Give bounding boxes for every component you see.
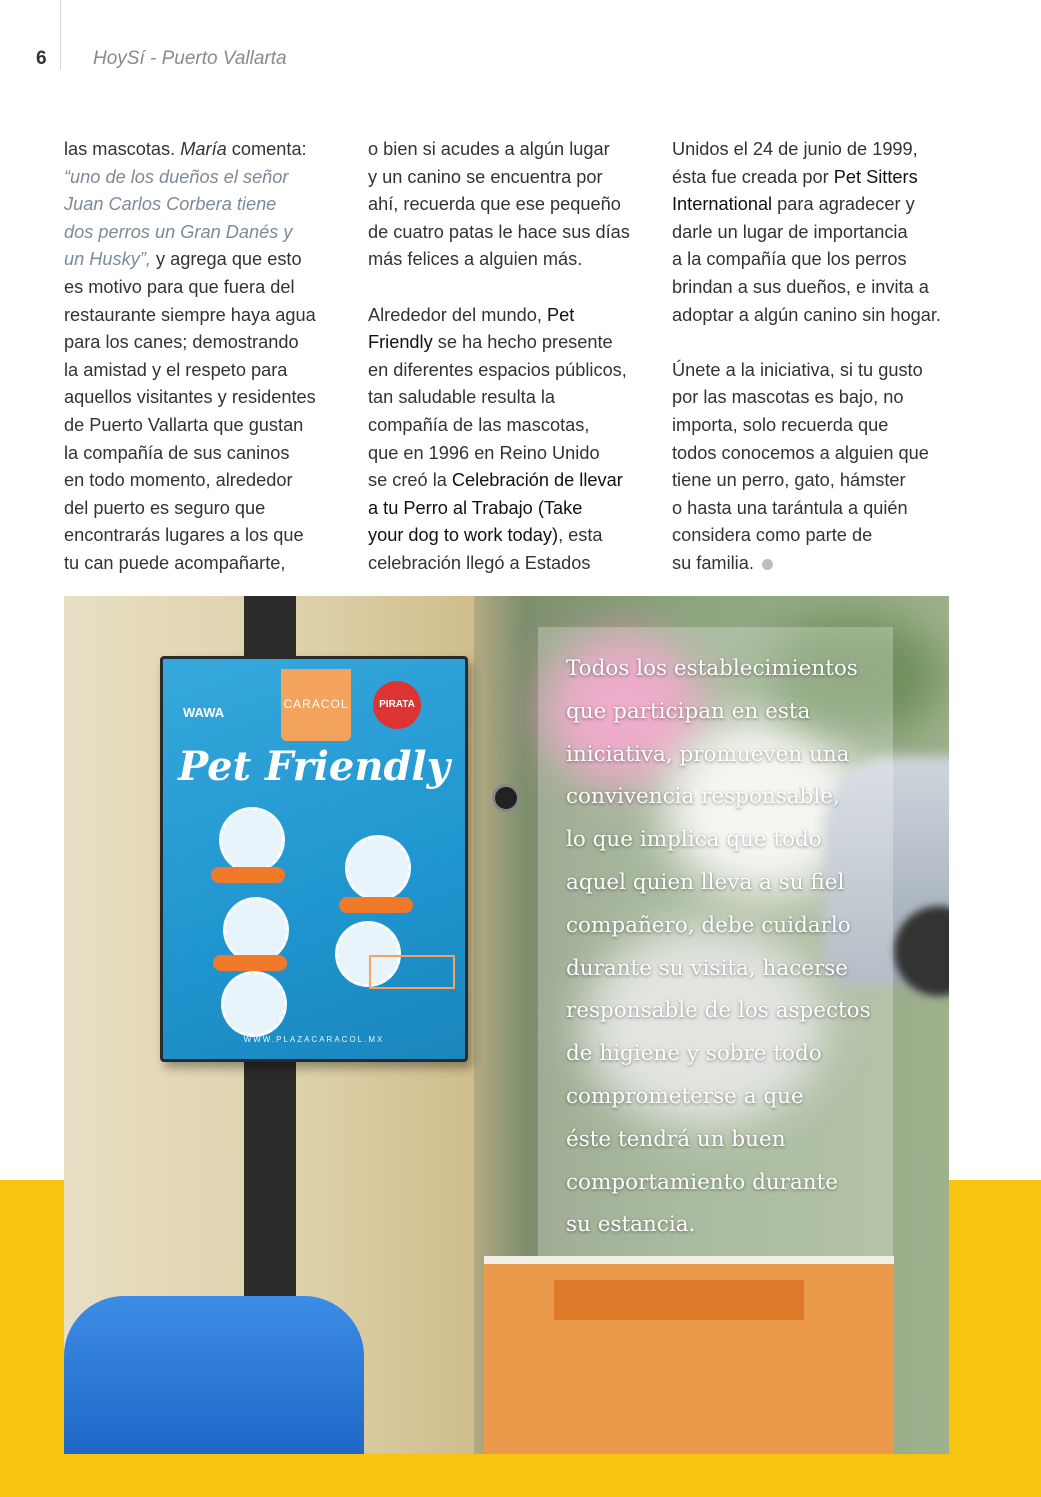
- quote-line: dos perros un Gran Danés y: [64, 221, 293, 242]
- pull-quote-line: su estancia.: [566, 1212, 696, 1238]
- text-line: tan saludable resulta la: [368, 387, 556, 408]
- pull-quote-line: lo que implica que todo: [566, 827, 822, 853]
- text: para agradecer y: [772, 194, 915, 215]
- highlight: International: [672, 194, 773, 215]
- pull-quote-text: [566, 648, 886, 1247]
- planter-hole: [554, 1280, 804, 1320]
- text-line: es motivo para que fuera del: [64, 276, 295, 297]
- header-divider: [60, 0, 61, 70]
- text-line: compañía de las mascotas,: [368, 414, 590, 435]
- lock-icon: [492, 784, 520, 812]
- sign-brand-radio: PIRATA: [373, 681, 421, 729]
- paragraph: [672, 136, 962, 329]
- quote-line: “uno de los dueños el señor: [64, 166, 289, 187]
- highlight: Pet: [546, 304, 575, 325]
- pull-quote-line: aquel quien lleva a su fiel: [566, 869, 845, 895]
- text: comenta:: [226, 139, 307, 159]
- highlight: your dog to work today): [368, 525, 559, 546]
- text-line: del puerto es seguro que: [64, 497, 266, 518]
- paragraph: [64, 136, 324, 578]
- pull-quote-line: durante su visita, hacerse: [566, 955, 848, 981]
- text-line: más felices a alguien más.: [368, 249, 583, 270]
- text-line: darle un lugar de importancia: [672, 221, 908, 242]
- dog-icon: [345, 835, 411, 901]
- page-number: 6: [36, 48, 47, 69]
- text-line: encontrarás lugares a los que: [64, 525, 304, 546]
- pull-quote-line: Todos los establecimientos: [566, 656, 858, 681]
- paragraph: [368, 302, 638, 578]
- pull-quote-line: comportamiento durante: [566, 1169, 838, 1195]
- text: las mascotas.: [64, 139, 181, 159]
- pull-quote-line: convivencia responsable,: [566, 784, 840, 810]
- sign-brand-bag: CARACOL: [283, 697, 349, 711]
- sign-brand-left: WAWA: [183, 705, 225, 720]
- paragraph: [672, 357, 962, 578]
- highlight: Pet Sitters: [833, 166, 918, 187]
- text-line: en diferentes espacios públicos,: [368, 359, 627, 380]
- paragraph: [368, 136, 638, 274]
- pull-quote-line: éste tendrá un buen: [566, 1126, 786, 1152]
- dog-icon: [219, 807, 285, 873]
- text-line: Únete a la iniciativa, si tu gusto: [672, 359, 923, 380]
- text: , esta: [558, 525, 603, 546]
- text-line: que en 1996 en Reino Unido: [368, 442, 600, 463]
- text-line: de cuatro patas le hace sus días: [368, 221, 630, 242]
- text-line: para los canes; demostrando: [64, 332, 299, 353]
- pull-quote-line: comprometerse a que: [566, 1083, 804, 1109]
- text-line: y un canino se encuentra por: [368, 166, 603, 187]
- step-label: [211, 867, 285, 883]
- text-line: celebración llegó a Estados: [368, 552, 591, 573]
- pull-quote-line: de higiene y sobre todo: [566, 1041, 822, 1067]
- text-line: en todo momento, alrededor: [64, 470, 293, 491]
- text-line: todos conocemos a alguien que: [672, 442, 929, 463]
- text-line: Unidos el 24 de junio de 1999,: [672, 139, 918, 159]
- bin-step-icon: [221, 971, 287, 1037]
- text-line: a la compañía que los perros: [672, 249, 907, 270]
- text-line: tiene un perro, gato, hámster: [672, 470, 906, 491]
- text-line: por las mascotas es bajo, no: [672, 387, 904, 408]
- blue-bin: [64, 1296, 364, 1454]
- text-line: la compañía de sus caninos: [64, 442, 290, 463]
- text: su familia.: [672, 552, 754, 573]
- name-emphasis: María: [180, 139, 227, 159]
- running-title: HoySí - Puerto Vallarta: [93, 48, 287, 69]
- text: se ha hecho presente: [432, 332, 613, 353]
- pet-friendly-sign: [160, 656, 468, 1062]
- text: ésta fue creada por: [672, 166, 834, 187]
- text-column-3: [672, 136, 962, 578]
- quote-line: un Husky”,: [64, 249, 151, 270]
- text-line: tu can puede acompañarte,: [64, 552, 286, 573]
- text-line: o bien si acudes a algún lugar: [368, 139, 610, 159]
- text-line: aquellos visitantes y residentes: [64, 387, 316, 408]
- bag-step-icon: [223, 897, 289, 963]
- text-line: adoptar a algún canino sin hogar.: [672, 304, 941, 325]
- step-label: [339, 897, 413, 913]
- pull-quote-line: iniciativa, promueven una: [566, 741, 850, 767]
- text-line: de Puerto Vallarta que gustan: [64, 414, 304, 435]
- pull-quote-line: compañero, debe cuidarlo: [566, 912, 851, 938]
- text-line: considera como parte de: [672, 525, 873, 546]
- planter-box: [484, 1256, 894, 1454]
- text-line: restaurante siempre haya agua: [64, 304, 316, 325]
- quote-line: Juan Carlos Corbera tiene: [64, 194, 277, 215]
- step-label: [213, 955, 287, 971]
- highlight: Friendly: [368, 332, 433, 353]
- highlight: Celebración de llevar: [451, 470, 623, 491]
- text: Alrededor del mundo,: [368, 304, 547, 325]
- text-line: o hasta una tarántula a quién: [672, 497, 908, 518]
- pull-quote-line: responsable de los aspectos: [566, 998, 871, 1024]
- highlight: a tu Perro al Trabajo (Take: [368, 497, 583, 518]
- text: y agrega que esto: [150, 249, 302, 270]
- sign-url: WWW.PLAZACARACOL.MX: [243, 1035, 385, 1044]
- text-column-2: [368, 136, 638, 578]
- sign-title: Pet Friendly: [178, 743, 450, 790]
- pull-quote-line: que participan en esta: [566, 698, 811, 724]
- text-column-1: [64, 136, 324, 578]
- text: se creó la: [368, 470, 452, 491]
- text-line: brindan a sus dueños, e invita a: [672, 276, 929, 297]
- text-line: la amistad y el respeto para: [64, 359, 288, 380]
- end-of-article-icon: [762, 559, 773, 570]
- text-line: ahí, recuerda que ese pequeño: [368, 194, 621, 215]
- responsible-owner-badge: [369, 955, 455, 989]
- text-line: importa, solo recuerda que: [672, 414, 889, 435]
